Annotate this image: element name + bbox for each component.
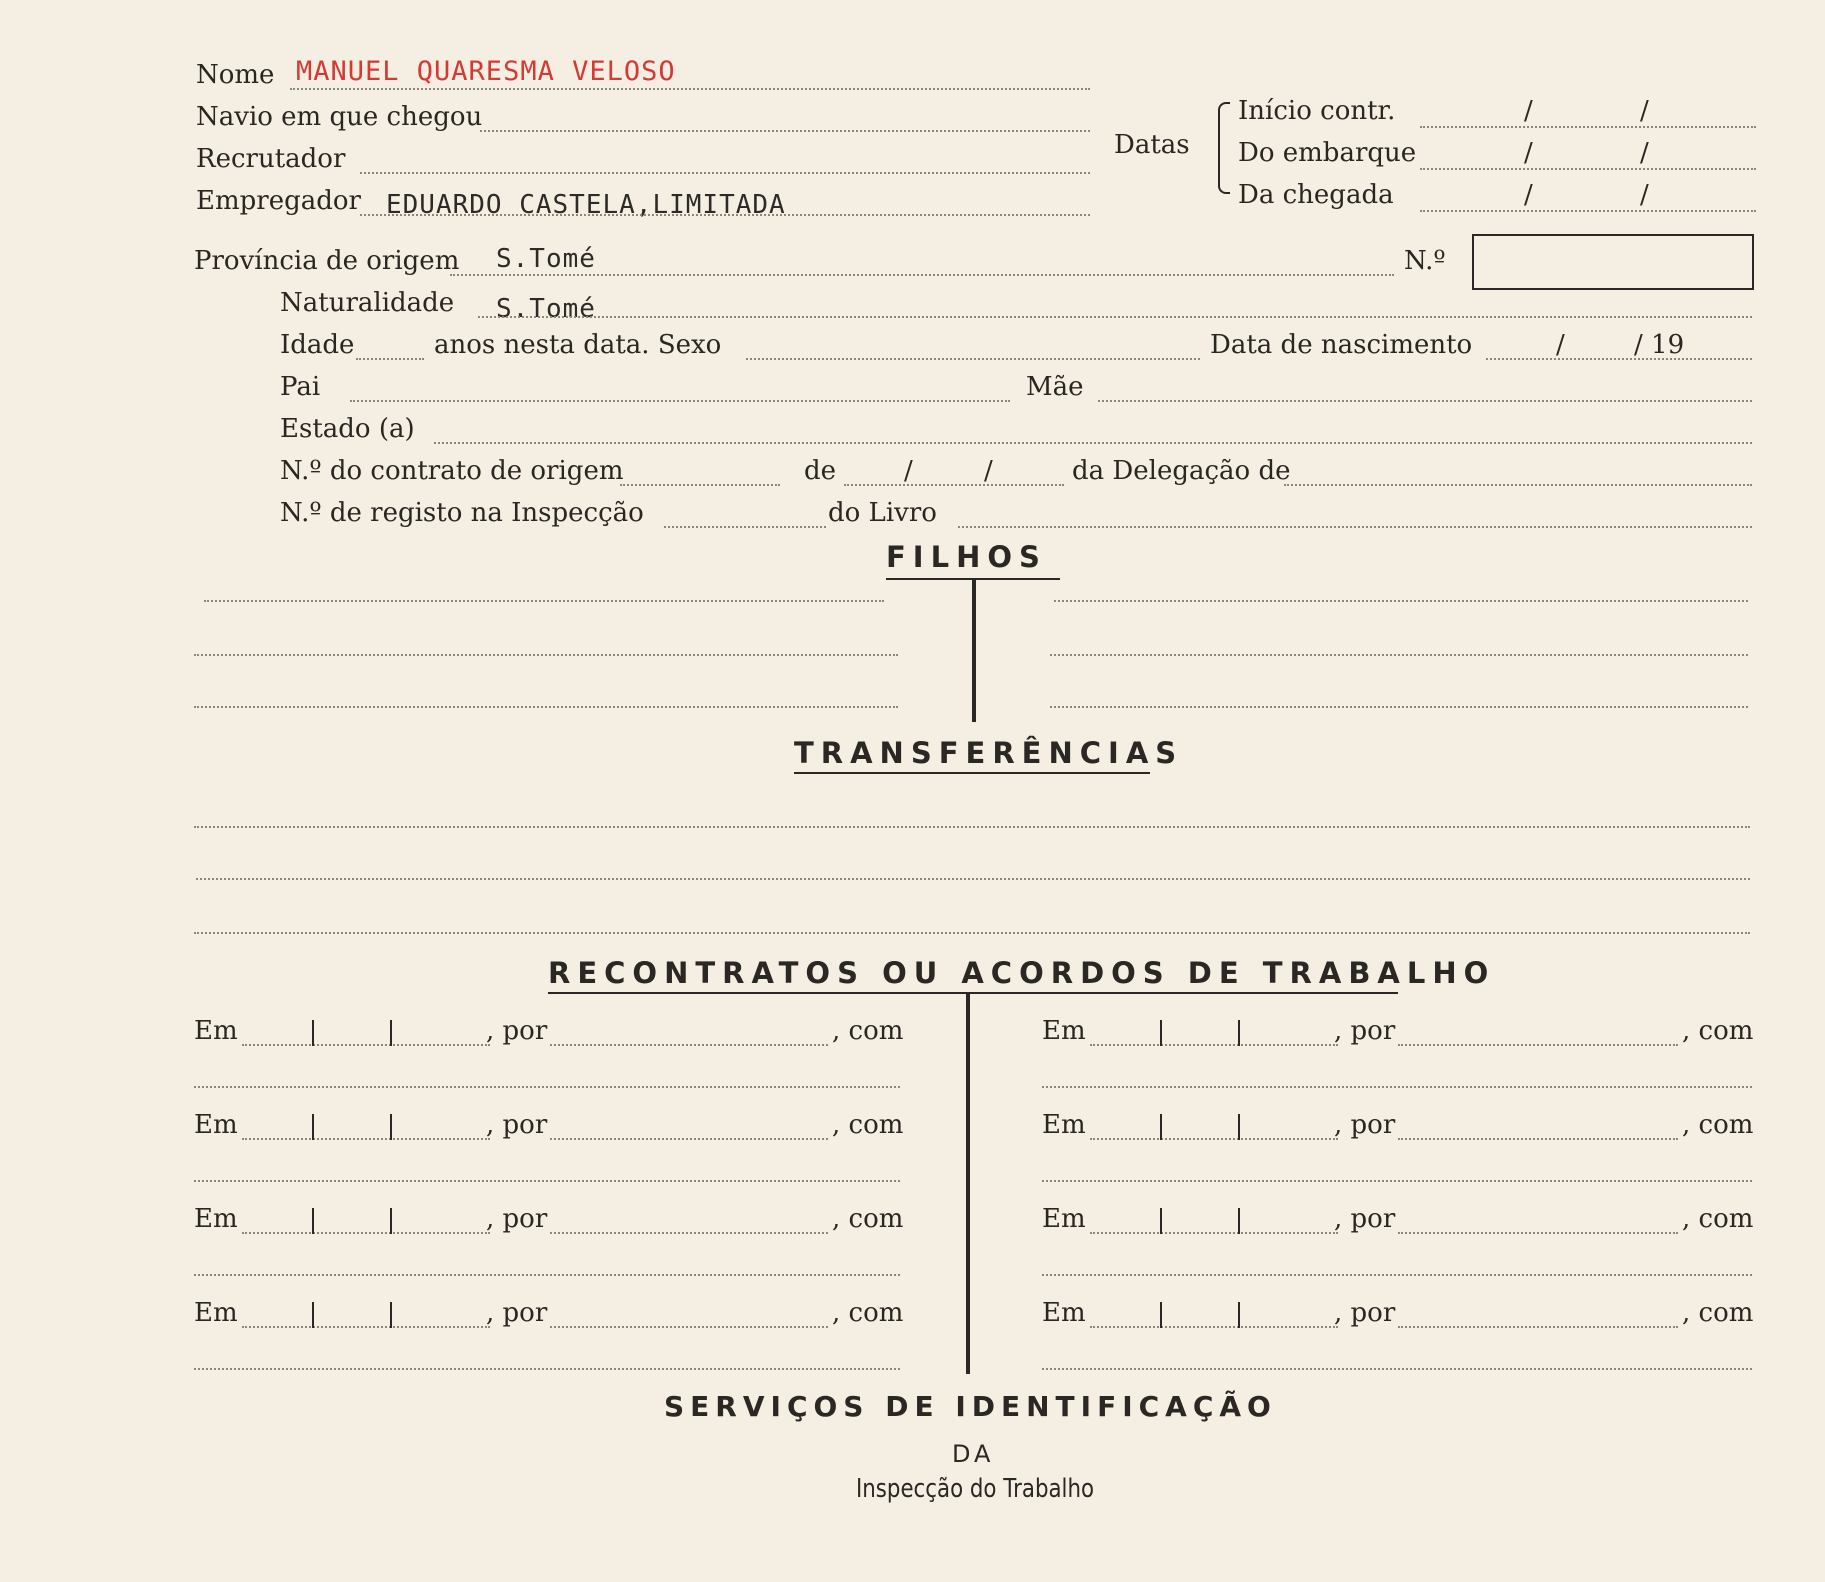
nome-label: Nome: [196, 60, 275, 90]
contrato-label: N.º do contrato de origem: [280, 456, 624, 486]
contrato-de-label: de: [804, 456, 837, 486]
naturalidade-value: S.Tomé: [496, 294, 596, 324]
recontrato-date-separator: [1238, 1114, 1240, 1140]
recontrato-continuation-line: [1042, 1086, 1752, 1088]
recontrato-com-label: , com: [1682, 1110, 1754, 1140]
recrutador-line: [360, 172, 1090, 174]
recontrato-por-line: [550, 1232, 828, 1234]
recontrato-por-label: , por: [1334, 1204, 1396, 1234]
livro-line: [958, 526, 1752, 528]
recontrato-em-label: Em: [1042, 1016, 1086, 1046]
contrato-slash-1: /: [904, 456, 913, 486]
nascimento-line: [1486, 358, 1752, 360]
recontrato-date-separator: [312, 1208, 314, 1234]
footer-title: SERVIÇOS DE IDENTIFICAÇÃO: [664, 1390, 1277, 1423]
recontrato-em-label: Em: [194, 1016, 238, 1046]
registo-label: N.º de registo na Inspecção: [280, 498, 644, 528]
idade-line: [356, 358, 424, 360]
contrato-slash-2: /: [984, 456, 993, 486]
empregador-value: EDUARDO CASTELA,LIMITADA: [386, 190, 786, 220]
contrato-line: [620, 484, 780, 486]
recontrato-date-separator: [390, 1208, 392, 1234]
chegada-slash-2: /: [1640, 180, 1649, 210]
recontrato-date-separator: [312, 1114, 314, 1140]
recontrato-por-line: [550, 1326, 828, 1328]
recontrato-date-separator: [1238, 1302, 1240, 1328]
recontrato-em-label: Em: [1042, 1204, 1086, 1234]
recontrato-com-label: , com: [832, 1016, 904, 1046]
sexo-line: [746, 358, 1200, 360]
embarque-line: [1420, 168, 1756, 170]
pai-line: [350, 400, 1010, 402]
chegada-slash-1: /: [1524, 180, 1533, 210]
recontrato-continuation-line: [1042, 1368, 1752, 1370]
transferencias-underline: [794, 772, 1150, 774]
transferencias-line: [194, 932, 1750, 934]
recontrato-por-label: , por: [486, 1204, 548, 1234]
recontrato-date-line: [242, 1044, 490, 1046]
recontrato-date-separator: [390, 1114, 392, 1140]
nascimento-year: / 19: [1634, 330, 1685, 360]
filhos-line: [204, 600, 884, 602]
inicio-slash-1: /: [1524, 96, 1533, 126]
contrato-date-line: [844, 484, 1064, 486]
inicio-slash-2: /: [1640, 96, 1649, 126]
provincia-value: S.Tomé: [496, 244, 596, 274]
recontrato-date-line: [242, 1232, 490, 1234]
recontrato-date-separator: [1160, 1208, 1162, 1234]
recontrato-com-label: , com: [1682, 1204, 1754, 1234]
recontratos-divider: [966, 994, 970, 1374]
idade-label: Idade: [280, 330, 355, 360]
estado-label: Estado (a): [280, 414, 415, 444]
recontrato-por-label: , por: [1334, 1298, 1396, 1328]
naturalidade-line: [478, 316, 1752, 318]
recontrato-por-line: [1398, 1326, 1678, 1328]
recontrato-date-line: [242, 1326, 490, 1328]
recontrato-por-line: [550, 1138, 828, 1140]
recontrato-date-line: [1090, 1232, 1338, 1234]
anos-sexo-label: anos nesta data. Sexo: [434, 330, 722, 360]
recontrato-date-separator: [390, 1302, 392, 1328]
filhos-line: [1050, 654, 1748, 656]
recontrato-date-separator: [1238, 1208, 1240, 1234]
empregador-label: Empregador: [196, 186, 361, 216]
inicio-line: [1420, 126, 1756, 128]
recontrato-date-line: [242, 1138, 490, 1140]
footer-da: DA: [952, 1440, 995, 1468]
filhos-divider: [972, 580, 976, 722]
embarque-label: Do embarque: [1238, 138, 1417, 168]
recontrato-em-label: Em: [194, 1204, 238, 1234]
delegacao-line: [1284, 484, 1752, 486]
provincia-line: [450, 274, 1394, 276]
footer-org: Inspecção do Trabalho: [856, 1474, 1095, 1504]
nascimento-slash: /: [1556, 330, 1565, 360]
nome-value: MANUEL QUARESMA VELOSO: [296, 56, 676, 87]
recontrato-date-line: [1090, 1326, 1338, 1328]
transferencias-heading: TRANSFERÊNCIAS: [794, 736, 1184, 770]
recontrato-por-label: , por: [486, 1110, 548, 1140]
mae-label: Mãe: [1026, 372, 1084, 402]
recontrato-em-label: Em: [1042, 1298, 1086, 1328]
filhos-line: [194, 654, 898, 656]
recontrato-por-label: , por: [1334, 1016, 1396, 1046]
nascimento-label: Data de nascimento: [1210, 330, 1473, 360]
transferencias-line: [194, 826, 1750, 828]
recontrato-por-line: [1398, 1138, 1678, 1140]
datas-label: Datas: [1114, 130, 1190, 160]
recrutador-label: Recrutador: [196, 144, 346, 174]
recontrato-por-label: , por: [1334, 1110, 1396, 1140]
filhos-line: [1054, 600, 1748, 602]
recontrato-por-label: , por: [486, 1016, 548, 1046]
recontrato-continuation-line: [1042, 1180, 1752, 1182]
recontrato-por-line: [1398, 1044, 1678, 1046]
recontrato-continuation-line: [194, 1274, 900, 1276]
recontrato-continuation-line: [194, 1086, 900, 1088]
embarque-slash-1: /: [1524, 138, 1533, 168]
chegada-line: [1420, 210, 1756, 212]
provincia-label: Província de origem: [194, 246, 460, 276]
recontrato-continuation-line: [194, 1180, 900, 1182]
numero-label: N.º: [1404, 246, 1446, 276]
embarque-slash-2: /: [1640, 138, 1649, 168]
chegada-label: Da chegada: [1238, 180, 1394, 210]
recontrato-com-label: , com: [832, 1204, 904, 1234]
numero-box: [1472, 234, 1754, 290]
inicio-label: Início contr.: [1238, 96, 1396, 126]
filhos-line: [194, 706, 898, 708]
navio-line: [480, 130, 1090, 132]
recontrato-date-separator: [1160, 1114, 1162, 1140]
recontrato-por-line: [550, 1044, 828, 1046]
transferencias-line: [196, 878, 1750, 880]
recontrato-por-line: [1398, 1232, 1678, 1234]
recontrato-com-label: , com: [1682, 1016, 1754, 1046]
pai-label: Pai: [280, 372, 321, 402]
nome-line: [290, 88, 1090, 90]
recontratos-heading: RECONTRATOS OU ACORDOS DE TRABALHO: [548, 956, 1496, 990]
estado-line: [434, 442, 1752, 444]
datas-brace: [1218, 102, 1230, 194]
recontrato-date-line: [1090, 1138, 1338, 1140]
livro-label: do Livro: [828, 498, 937, 528]
recontratos-underline: [548, 992, 1398, 994]
recontrato-com-label: , com: [1682, 1298, 1754, 1328]
recontrato-date-separator: [1160, 1302, 1162, 1328]
recontrato-date-separator: [390, 1020, 392, 1046]
recontrato-continuation-line: [194, 1368, 900, 1370]
recontrato-em-label: Em: [1042, 1110, 1086, 1140]
navio-label: Navio em que chegou: [196, 102, 483, 132]
recontrato-date-separator: [312, 1020, 314, 1046]
mae-line: [1098, 400, 1752, 402]
delegacao-label: da Delegação de: [1072, 456, 1291, 486]
naturalidade-label: Naturalidade: [280, 288, 455, 318]
recontrato-em-label: Em: [194, 1298, 238, 1328]
recontrato-date-line: [1090, 1044, 1338, 1046]
recontrato-continuation-line: [1042, 1274, 1752, 1276]
filhos-line: [1050, 706, 1748, 708]
empregador-line: [360, 214, 1090, 216]
recontrato-por-label: , por: [486, 1298, 548, 1328]
recontrato-date-separator: [1160, 1020, 1162, 1046]
registo-line: [664, 526, 826, 528]
recontrato-em-label: Em: [194, 1110, 238, 1140]
recontrato-com-label: , com: [832, 1110, 904, 1140]
recontrato-date-separator: [312, 1302, 314, 1328]
filhos-heading: FILHOS: [886, 540, 1047, 574]
recontrato-com-label: , com: [832, 1298, 904, 1328]
recontrato-date-separator: [1238, 1020, 1240, 1046]
